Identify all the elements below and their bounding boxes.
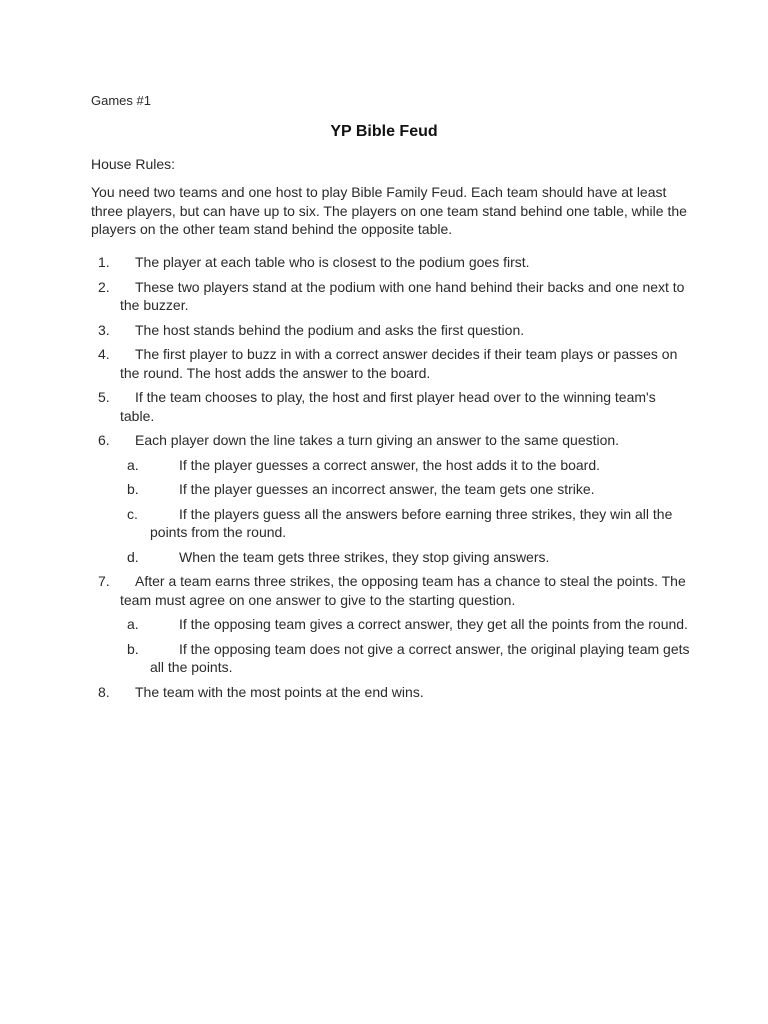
rule-text: The team with the most points at the end wins. (135, 683, 424, 700)
subrule-letter: b. (127, 640, 139, 657)
rule-text: The player at each table who is closest to the podium goes first. (135, 254, 530, 270)
rule-number: 7. (98, 573, 110, 589)
rule-text: The host stands behind the podium and asks the first question. (135, 321, 525, 338)
intro-paragraph: You need two teams and one host to play Bible Family Feud. Each team should have at least three players, but can have up to six. The players on one team stand behind one table, while the players on the other team stand behind the opposite table. (91, 184, 687, 237)
subrule-text: If the opposing team gives a correct answer, they get all the points from the round. (179, 616, 688, 632)
subrule-item (120, 615, 691, 634)
document-title: YP Bible Feud (330, 123, 438, 140)
subrule-letter: d. (127, 548, 139, 565)
subrule-letter: c. (127, 505, 138, 522)
subrules-list (120, 456, 691, 567)
rule-number: 4. (98, 346, 110, 362)
rule-number: 8. (98, 683, 110, 700)
subrule-item (120, 480, 691, 499)
rule-text: The first player to buzz in with a correct answer decides if their team plays or passes on the round. The host adds the answer to the board. (120, 346, 678, 381)
rule-item (91, 345, 691, 382)
subrule-item (120, 505, 691, 542)
subrule-letter: a. (127, 616, 139, 632)
rule-item (91, 388, 691, 425)
rule-number: 1. (98, 254, 110, 270)
rule-text: After a team earns three strikes, the opposing team has a chance to steal the points. The team must agree on one answer to give to the starting question. (120, 573, 686, 608)
rules-list (91, 253, 691, 707)
subrule-text: If the player guesses an incorrect answer, the team gets one strike. (179, 481, 595, 497)
subrule-text: When the team gets three strikes, they stop giving answers. (179, 548, 550, 565)
rule-number: 2. (98, 278, 110, 295)
rule-item (91, 431, 691, 566)
rule-item (91, 683, 691, 702)
document-label: Games #1 (91, 93, 151, 108)
rule-number: 3. (98, 321, 110, 338)
rule-text: Each player down the line takes a turn giving an answer to the same question. (135, 432, 620, 448)
rule-number: 6. (98, 432, 110, 448)
subrules-list (120, 615, 691, 677)
subrule-item (120, 548, 691, 567)
rule-item (91, 253, 691, 272)
rule-number: 5. (98, 389, 110, 405)
subrule-letter: a. (127, 456, 139, 473)
subrule-letter: b. (127, 481, 139, 497)
subrule-item (120, 456, 691, 475)
rule-text: These two players stand at the podium with one hand behind their backs and one next to the buzzer. (120, 278, 685, 313)
section-heading: House Rules: (91, 156, 176, 172)
rule-text: If the team chooses to play, the host and first player head over to the winning team's table. (120, 389, 656, 424)
subrule-text: If the opposing team does not give a correct answer, the original playing team gets all the points. (150, 640, 690, 675)
subrule-item (120, 640, 691, 677)
rule-item (91, 321, 691, 340)
subrule-text: If the players guess all the answers before earning three strikes, they win all the points from the round. (150, 505, 673, 540)
rule-item (91, 278, 691, 315)
rule-item (91, 572, 691, 677)
subrule-text: If the player guesses a correct answer, the host adds it to the board. (179, 456, 601, 473)
